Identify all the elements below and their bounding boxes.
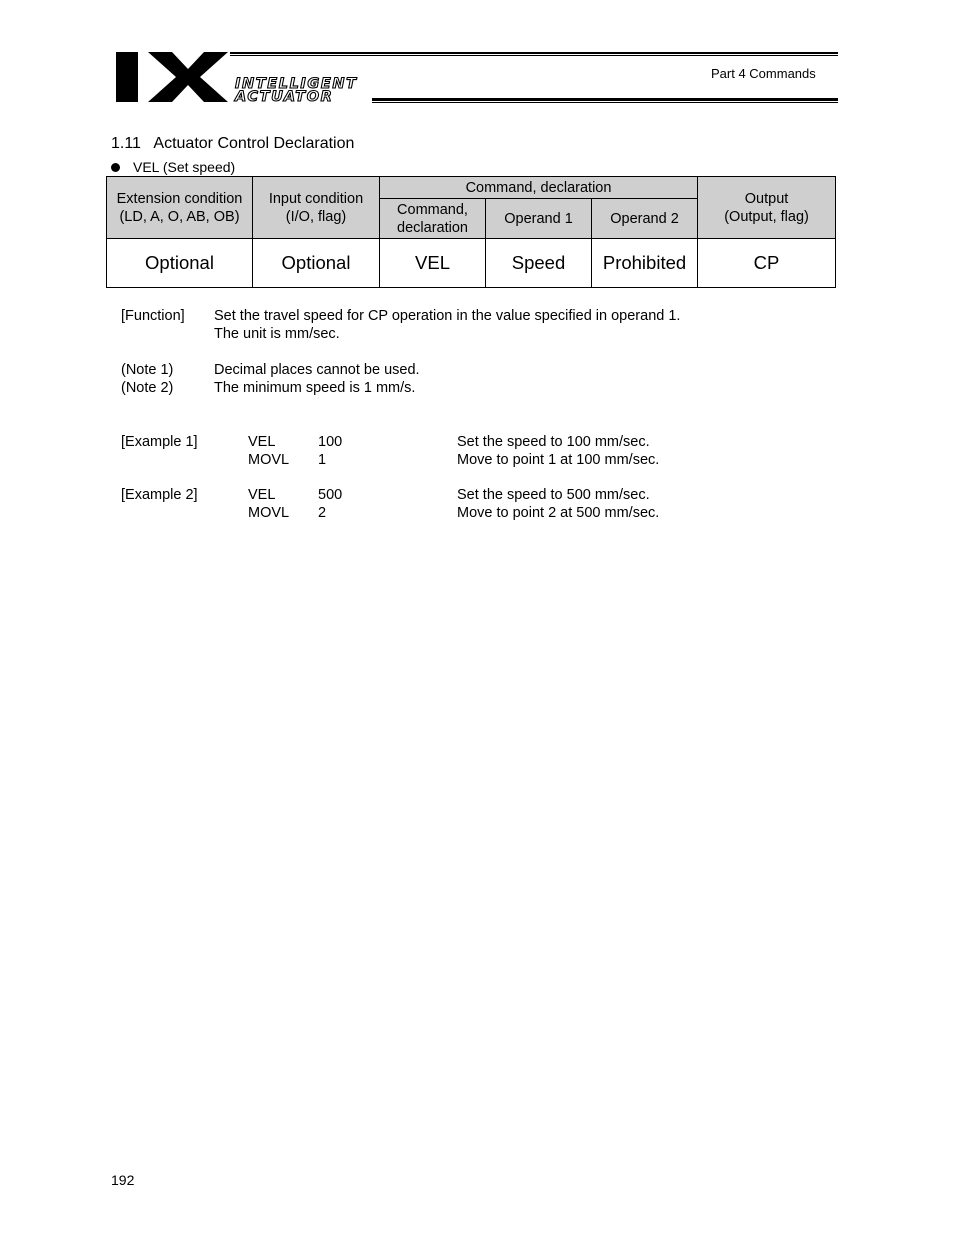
example-comment: Set the speed to 500 mm/sec. xyxy=(457,487,650,503)
example-operand: 500 xyxy=(318,487,343,503)
section-heading xyxy=(111,135,354,153)
value-extension-condition: Optional xyxy=(107,239,253,288)
company-logo xyxy=(114,52,404,104)
header-command-declaration-group: Command, declaration xyxy=(380,177,698,199)
example-command: VEL xyxy=(248,434,276,450)
example-command: VEL xyxy=(248,487,276,503)
value-operand-1: Speed xyxy=(486,239,592,288)
example-operand: 100 xyxy=(318,434,343,450)
header-operand-2: Operand 2 xyxy=(592,199,698,239)
header-input-condition: Input condition (I/O, flag) xyxy=(253,177,380,239)
example-operand: 1 xyxy=(318,452,327,468)
note-label: (Note 1) xyxy=(121,362,174,378)
function-text-line-1: Set the travel speed for CP operation in the value specified in operand 1. xyxy=(214,308,681,324)
example-label: [Example 2] xyxy=(121,487,198,503)
note-text: The minimum speed is 1 mm/s. xyxy=(214,380,416,396)
page-number: 192 xyxy=(111,1172,135,1188)
header-output: Output (Output, flag) xyxy=(698,177,836,239)
function-text-line-2: The unit is mm/sec. xyxy=(214,326,340,342)
value-operand-2: Prohibited xyxy=(592,239,698,288)
value-input-condition: Optional xyxy=(253,239,380,288)
ix-logo-mark xyxy=(114,52,234,104)
example-command: MOVL xyxy=(248,505,290,521)
header-extension-condition: Extension condition (LD, A, O, AB, OB) xyxy=(107,177,253,239)
command-bullet: VEL (Set speed) xyxy=(133,159,236,175)
function-label: [Function] xyxy=(121,308,185,324)
header-operand-1: Operand 1 xyxy=(486,199,592,239)
command-spec-table xyxy=(106,176,836,288)
header-rule-top xyxy=(230,52,838,54)
example-operand: 2 xyxy=(318,505,327,521)
bullet-icon xyxy=(111,163,120,172)
brand-line-1: INTELLIGENT xyxy=(235,76,358,92)
header-command: Command, declaration xyxy=(380,199,486,239)
example-comment: Set the speed to 100 mm/sec. xyxy=(457,434,650,450)
example-label: [Example 1] xyxy=(121,434,198,450)
part-label: Part 4 Commands xyxy=(711,66,816,81)
header-rule-bottom xyxy=(372,98,838,101)
note-text: Decimal places cannot be used. xyxy=(214,362,420,378)
value-output: CP xyxy=(698,239,836,288)
section-title: Actuator Control Declaration xyxy=(153,135,355,152)
example-command: MOVL xyxy=(248,452,290,468)
note-label: (Note 2) xyxy=(121,380,174,396)
header-rule-bottom-2 xyxy=(372,102,838,103)
brand-line-2: ACTUATOR xyxy=(235,89,334,105)
header-rule-top-2 xyxy=(230,55,838,56)
value-command: VEL xyxy=(380,239,486,288)
example-comment: Move to point 1 at 100 mm/sec. xyxy=(457,452,660,468)
example-comment: Move to point 2 at 500 mm/sec. xyxy=(457,505,660,521)
section-number: 1.11 xyxy=(111,135,141,152)
